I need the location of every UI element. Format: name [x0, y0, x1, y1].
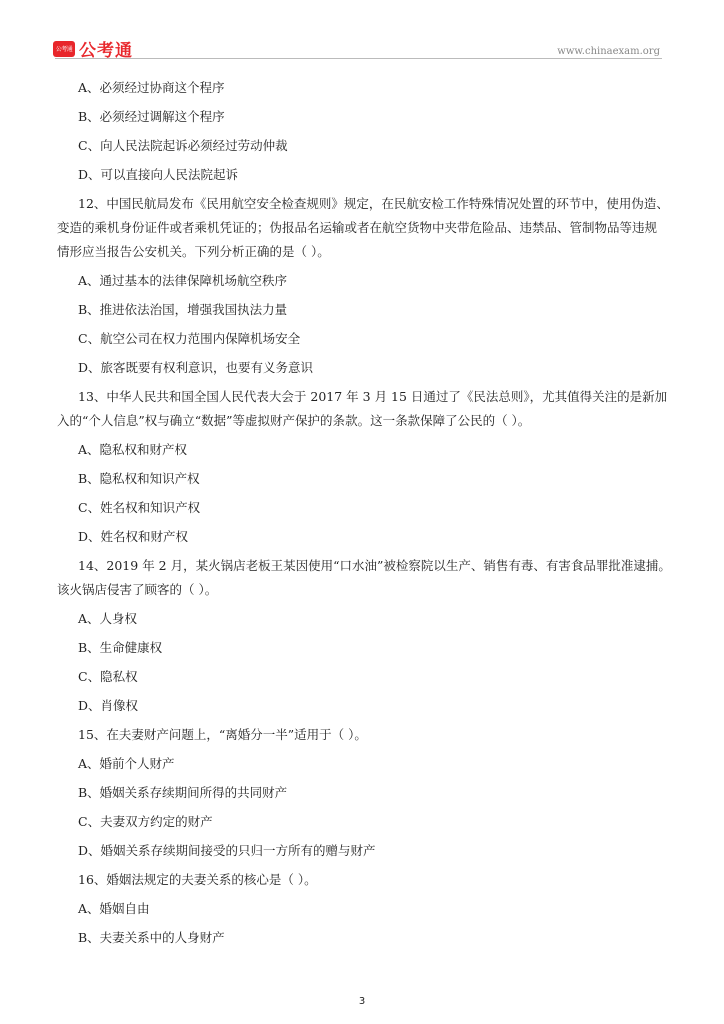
document-body [57, 80, 669, 959]
option-line: D、肖像权 [78, 698, 139, 713]
header-divider [55, 58, 662, 59]
option-line: C、夫妻双方约定的财产 [78, 814, 213, 829]
option-line: C、向人民法院起诉必须经过劳动仲裁 [78, 138, 288, 153]
question-continuation: 变造的乘机身份证件或者乘机凭证的；伪报品名运输或者在航空货物中夹带危险品、违禁品、管制物品等违规 [57, 220, 658, 235]
option-line: A、婚姻自由 [78, 901, 150, 916]
logo-text: 公考通 [79, 41, 133, 61]
question-line: 13、中华人民共和国全国人民代表大会于 2017 年 3 月 15 日通过了《民法总则》，尤其值得关注的是新加 [78, 389, 668, 404]
option-line: C、航空公司在权力范围内保障机场安全 [78, 331, 301, 346]
option-line: B、夫妻关系中的人身财产 [78, 930, 225, 945]
question-line: 12、中国民航局发布《民用航空安全检查规则》规定，在民航安检工作特殊情况处置的环节中，使用伪造、 [78, 196, 669, 211]
option-line: A、人身权 [78, 611, 138, 626]
option-line: D、可以直接向人民法院起诉 [78, 167, 239, 182]
option-line: D、婚姻关系存续期间接受的只归一方所有的赠与财产 [78, 843, 376, 858]
option-line: B、推进依法治国，增强我国执法力量 [78, 302, 288, 317]
option-line: A、婚前个人财产 [78, 756, 175, 771]
question-continuation: 入的“个人信息”权与确立“数据”等虚拟财产保护的条款。这一条款保障了公民的（ ）。 [57, 413, 531, 428]
question-continuation: 该火锅店侵害了顾客的（ ）。 [57, 582, 218, 597]
logo-badge-icon: 公考通 [53, 41, 75, 57]
option-line: B、生命健康权 [78, 640, 163, 655]
question-line: 14、2019 年 2 月，某火锅店老板王某因使用“口水油”被检察院以生产、销售有毒、有害食品罪批准逮捕。 [78, 558, 671, 573]
question-continuation: 情形应当报告公安机关。下列分析正确的是（ ）。 [57, 244, 330, 259]
option-line: A、必须经过协商这个程序 [78, 80, 225, 95]
site-url: www.chinaexam.org [557, 46, 660, 57]
option-line: D、姓名权和财产权 [78, 529, 189, 544]
option-line: B、必须经过调解这个程序 [78, 109, 225, 124]
question-line: 16、婚姻法规定的夫妻关系的核心是（ ）。 [78, 872, 317, 887]
page-number: 3 [358, 996, 366, 1007]
option-line: A、隐私权和财产权 [78, 442, 188, 457]
option-line: D、旅客既要有权利意识，也要有义务意识 [78, 360, 314, 375]
option-line: B、隐私权和知识产权 [78, 471, 200, 486]
option-line: A、通过基本的法律保障机场航空秩序 [78, 273, 288, 288]
option-line: C、隐私权 [78, 669, 138, 684]
question-line: 15、在夫妻财产问题上，“离婚分一半”适用于（ ）。 [78, 727, 367, 742]
option-line: B、婚姻关系存续期间所得的共同财产 [78, 785, 288, 800]
option-line: C、姓名权和知识产权 [78, 500, 201, 515]
page-header [0, 0, 724, 60]
